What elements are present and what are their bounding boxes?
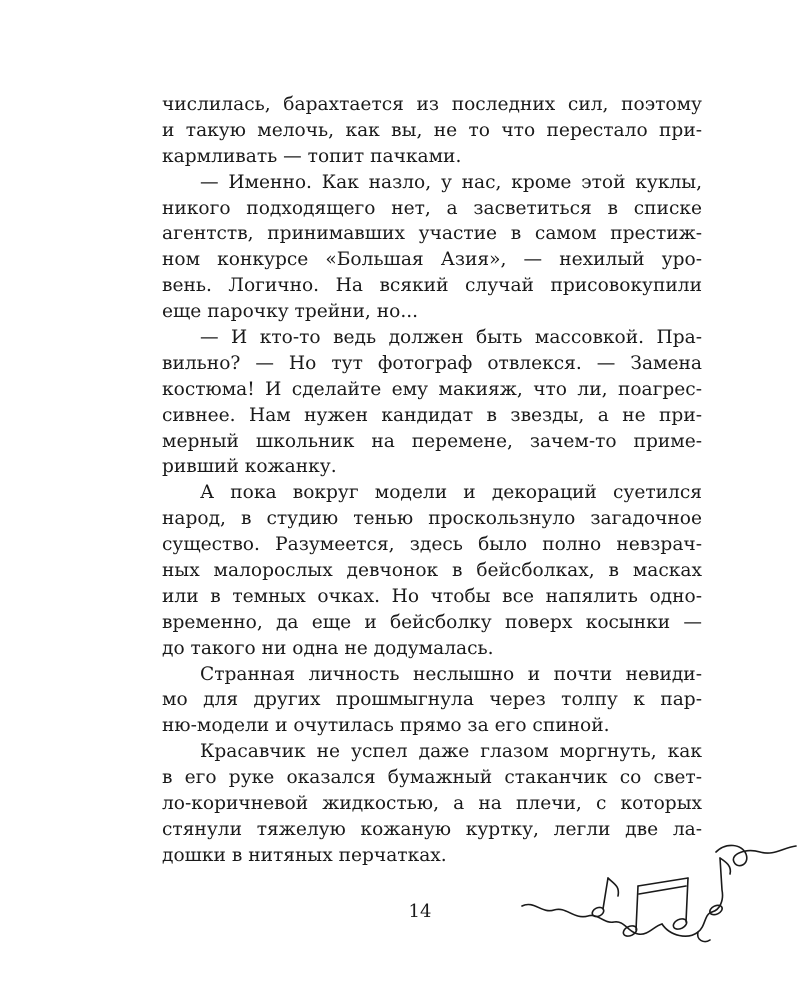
- text-line: Красавчик не успел даже глазом моргнуть, как: [200, 741, 702, 763]
- text-line: народ, в студию тенью проскользнуло загадочное: [162, 508, 702, 530]
- text-line: ривший кожанку.: [162, 456, 337, 478]
- text-line: существо. Разумеется, здесь было полно невзрач-: [162, 534, 702, 556]
- text-line: временно, да еще и бейсболку поверх косынки —: [162, 611, 702, 633]
- text-line: кармливать — топит пачками.: [162, 145, 462, 167]
- text-line: мо для других прошмыгнула через толпу к пар-: [162, 689, 702, 711]
- text-line: еще парочку трейни, но...: [162, 301, 419, 323]
- text-line: стянули тяжелую кожаную куртку, легли две ла-: [162, 818, 702, 840]
- text-line: агентств, принимавших участие в самом престиж-: [162, 223, 702, 245]
- music-notes-icon: [520, 840, 800, 950]
- page-number: 14: [408, 901, 432, 922]
- text-line: до такого ни одна не додумалась.: [162, 637, 494, 659]
- body-text: [162, 92, 702, 869]
- text-line: Странная личность неслышно и почти невиди-: [200, 663, 702, 685]
- text-line: костюма! И сделайте ему макияж, что ли, поагрес-: [162, 378, 702, 400]
- text-line: никого подходящего нет, а засветиться в списке: [162, 197, 702, 219]
- text-line: ном конкурсе «Большая Азия», — нехилый уро-: [162, 249, 702, 271]
- text-line: ных малорослых девчонок в бейсболках, в масках: [162, 560, 702, 582]
- text-line: — Именно. Как назло, у нас, кроме этой куклы,: [200, 171, 702, 193]
- text-line: сивнее. Нам нужен кандидат в звезды, а не при-: [162, 404, 702, 426]
- text-line: или в темных очках. Но чтобы все напялить одно-: [162, 585, 702, 607]
- text-line: ло-коричневой жидкостью, а на плечи, с которых: [162, 793, 702, 815]
- text-line: — И кто-то ведь должен быть массовкой. Пра-: [200, 327, 702, 349]
- text-line: мерный школьник на перемене, зачем-то приме-: [162, 430, 702, 452]
- text-line: вильно? — Но тут фотограф отвлекся. — Замена: [162, 352, 702, 374]
- text-line: вень. Логично. На всякий случай присовокупили: [162, 275, 702, 297]
- text-line: и такую мелочь, как вы, не то что перестало при-: [162, 119, 702, 141]
- text-line: дошки в нитяных перчатках.: [162, 844, 447, 866]
- text-line: А пока вокруг модели и декораций суетился: [200, 482, 702, 504]
- text-line: в его руке оказался бумажный стаканчик со свет-: [162, 767, 702, 789]
- text-line: ню-модели и очутилась прямо за его спиной.: [162, 715, 610, 737]
- text-line: числилась, барахтается из последних сил, поэтому: [162, 94, 702, 115]
